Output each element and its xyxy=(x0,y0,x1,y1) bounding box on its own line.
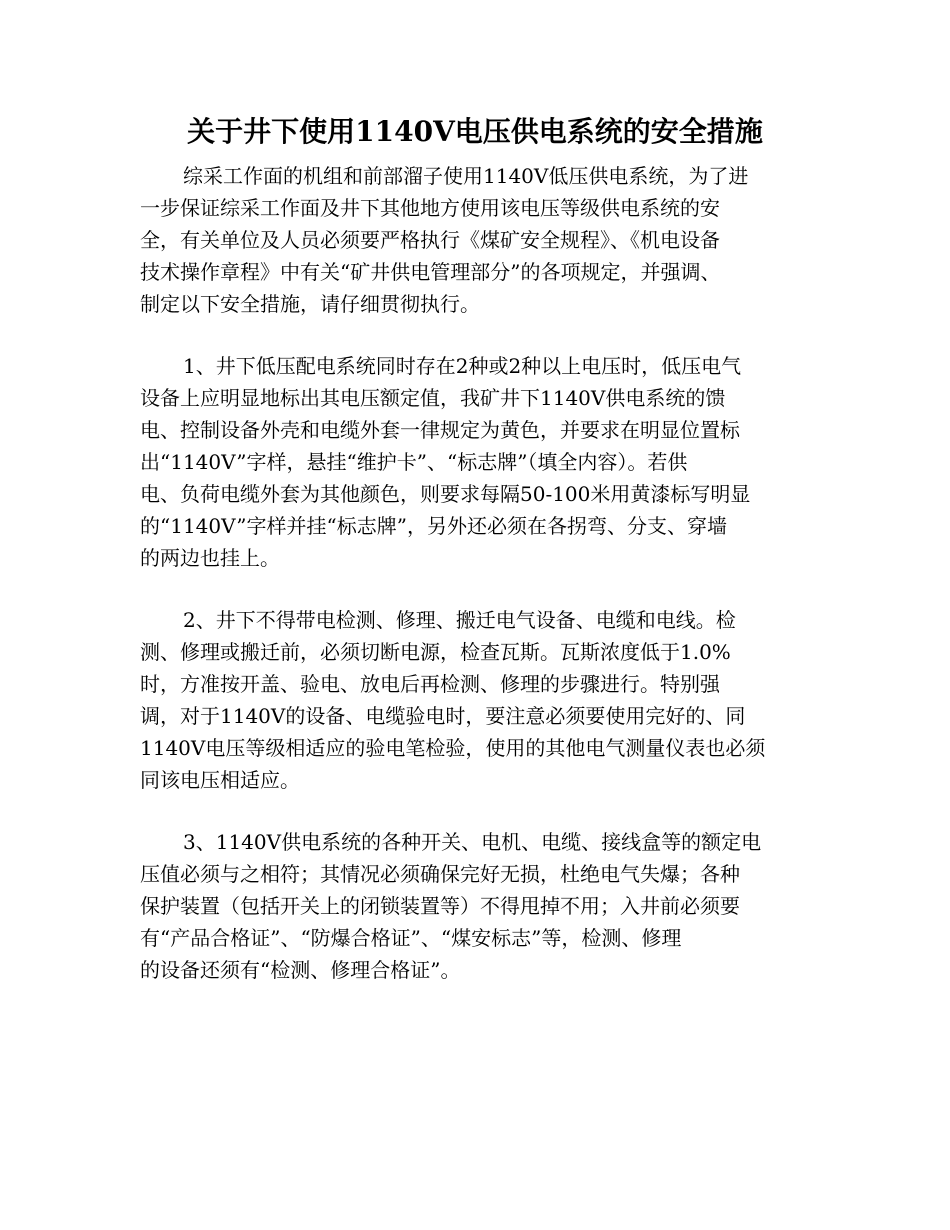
document-title: 关于井下使用1140V电压供电系统的安全措施 xyxy=(187,115,763,148)
text-line: 的设备还须有“检测、修理合格证”。 xyxy=(140,958,461,982)
text-line: 3、1140V供电系统的各种开关、电机、电缆、接线盒等的额定电 xyxy=(183,830,762,854)
text-line: 的两边也挂上。 xyxy=(140,546,280,570)
text-line: 时，方准按开盖、验电、放电后再检测、修理的步骤进行。特别强 xyxy=(140,672,720,696)
text-line: 的“1140V”字样并挂“标志牌”，另外还必须在各拐弯、分支、穿墙 xyxy=(140,514,727,538)
text-line: 设备上应明显地标出其电压额定值，我矿井下1140V供电系统的馈 xyxy=(140,386,726,410)
paragraph-item-2 xyxy=(140,604,812,796)
text-line: 有“产品合格证”、“防爆合格证”、“煤安标志”等，检测、修理 xyxy=(140,926,682,950)
text-line: 技术操作章程》中有关“矿井供电管理部分”的各项规定，并强调、 xyxy=(140,260,721,284)
text-line: 同该电压相适应。 xyxy=(140,768,300,792)
text-line: 一步保证综采工作面及井下其他地方使用该电压等级供电系统的安 xyxy=(140,196,720,220)
text-line: 测、修理或搬迁前，必须切断电源，检查瓦斯。瓦斯浓度低于1.0% xyxy=(140,640,731,664)
paragraph-gap xyxy=(140,574,812,604)
text-line: 压值必须与之相符；其情况必须确保完好无损，杜绝电气失爆；各种 xyxy=(140,862,740,886)
paragraph-gap xyxy=(140,796,812,826)
text-line: 综采工作面的机组和前部溜子使用1140V低压供电系统，为了进 xyxy=(183,164,749,188)
paragraph-gap xyxy=(140,320,812,350)
text-line: 1、井下低压配电系统同时存在2种或2种以上电压时，低压电气 xyxy=(183,354,742,378)
paragraph-intro xyxy=(140,160,812,320)
text-line: 全，有关单位及人员必须要严格执行《煤矿安全规程》、《机电设备 xyxy=(140,228,720,252)
text-line: 电、负荷电缆外套为其他颜色，则要求每隔50-100米用黄漆标写明显 xyxy=(140,482,751,506)
text-line: 出“1140V”字样，悬挂“维护卡”、“标志牌”（填全内容）。若供 xyxy=(140,450,688,474)
text-line: 调，对于1140V的设备、电缆验电时，要注意必须要使用完好的、同 xyxy=(140,704,746,728)
paragraph-item-3 xyxy=(140,826,812,986)
text-line: 制定以下安全措施，请仔细贯彻执行。 xyxy=(140,292,480,316)
paragraph-item-1 xyxy=(140,350,812,574)
text-line: 电、控制设备外壳和电缆外套一律规定为黄色，并要求在明显位置标 xyxy=(140,418,740,442)
text-line: 2、井下不得带电检测、修理、搬迁电气设备、电缆和电线。检 xyxy=(183,608,736,632)
text-line: 1140V电压等级相适应的验电笔检验，使用的其他电气测量仪表也必须 xyxy=(140,736,766,760)
text-line: 保护装置（包括开关上的闭锁装置等）不得甩掉不用；入井前必须要 xyxy=(140,894,740,918)
document-body xyxy=(140,160,812,986)
